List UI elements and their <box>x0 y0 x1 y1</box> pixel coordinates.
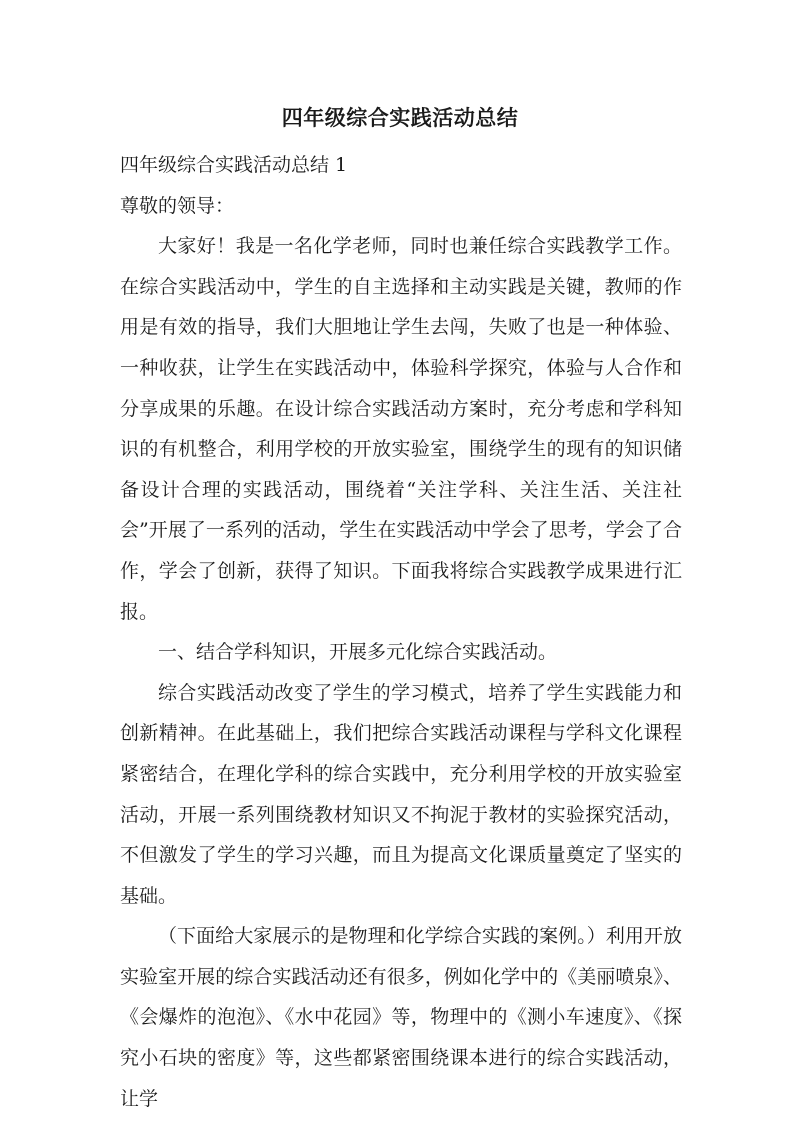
document-title: 四年级综合实践活动总结 <box>281 105 519 130</box>
section-heading-1: 一、结合学科知识，开展多元化综合实践活动。 <box>158 641 558 664</box>
paragraph-intro: 大家好！我是一名化学老师，同时也兼任综合实践教学工作。在综合实践活动中，学生的自主选择和主动实践是关键，教师的作用是有效的指导，我们大胆地让学生去闯，失败了也是一种体验、一种收获，让学生在实践活动中，体验科学探究，体验与人合作和分享成果的乐趣。在设计综合实践活动方案时，充分考虑和学科知识的有机整合，利用学校的开放实验室，围绕学生的现有的知识储备设计合理的实践活动，围绕着“关注学科、关注生活、关注社会”开展了一系列的活动，学生在实践活动中学会了思考，学会了合作，学会了创新，获得了知识。下面我将综合实践教学成果进行汇报。 <box>120 235 682 623</box>
paragraph-section-1: 综合实践活动改变了学生的学习模式，培养了学生实践能力和创新精神。在此基础上，我们把综合实践活动课程与学科文化课程紧密结合，在理化学科的综合实践中，充分利用学校的开放实验室活动，开展一系列围绕教材知识又不拘泥于教材的实验探究活动，不但激发了学生的学习兴趣，而且为提高文化课质量奠定了坚实的基础。 <box>120 681 682 907</box>
document-subtitle: 四年级综合实践活动总结 1 <box>120 154 348 176</box>
salutation: 尊敬的领导： <box>120 194 235 217</box>
document-body <box>120 145 682 1119</box>
paragraph-examples: （下面给大家展示的是物理和化学综合实践的案例。）利用开放实验室开展的综合实践活动还有很多，例如化学中的《美丽喷泉》、《会爆炸的泡泡》、《水中花园》等，物理中的《测小车速度》、《探究小石块的密度》等，这些都紧密围绕课本进行的综合实践活动，让学 <box>120 925 682 1110</box>
